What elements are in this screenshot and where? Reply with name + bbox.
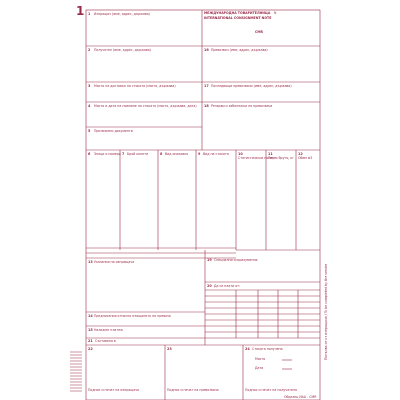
place-label: Място — [255, 357, 266, 361]
box-22-number: 22 — [88, 347, 93, 351]
col-6-label: Знаци и номера — [94, 152, 121, 156]
col-12-number: 12 — [298, 152, 303, 156]
col-9-label: Вид на стоката — [203, 152, 229, 156]
box-16-label: Превозвач (име, адрес, държава) — [211, 48, 268, 52]
box-24-number: 24 — [245, 347, 250, 351]
box-1-label: Изпращач (име, адрес, държава) — [94, 12, 150, 16]
title-bg: МЕЖДУНАРОДНА ТОВАРИТЕЛНИЦА — [204, 11, 271, 15]
box-5-number: 5 — [88, 129, 91, 133]
box-21-number: 21 — [88, 339, 93, 343]
form-code: CMR — [255, 30, 263, 34]
date-label: Дата — [255, 366, 264, 370]
box-21-label: Съставена в — [95, 339, 116, 343]
box-20-number: 20 — [207, 284, 212, 288]
box-3-number: 3 — [88, 84, 91, 88]
sender-signature-label: Подпис и печат на изпращача — [88, 388, 139, 392]
box-24-label: Стоката получена — [252, 347, 283, 351]
col-10-number: 10 — [238, 152, 243, 156]
box-19-number: 19 — [207, 258, 212, 262]
box-19-label: Специални споразумения — [214, 258, 258, 262]
box-16-number: 16 — [204, 48, 209, 52]
col-10-label: Статистически номер — [238, 156, 275, 160]
col-7-label: Брой колети — [127, 152, 149, 156]
col-7-number: 7 — [122, 152, 125, 156]
col-8-number: 8 — [160, 152, 163, 156]
box-1-number: 1 — [88, 12, 91, 16]
box-3-label: Място на доставка на стоката (място, държава) — [94, 84, 176, 88]
box-17-number: 17 — [204, 84, 209, 88]
box-13-number: 13 — [88, 260, 93, 264]
box-20-label: Да се плати от: — [214, 284, 241, 288]
box-18-label: Резерви и забележки на превозвача — [211, 104, 273, 108]
box-14-label: Предписания относно плащането на превоза — [94, 314, 171, 318]
box-15-label: Наложен платеж — [94, 328, 124, 332]
box-2-number: 2 — [88, 48, 91, 52]
box-18-number: 18 — [204, 104, 209, 108]
title-en: INTERNATIONAL CONSIGNMENT NOTE — [204, 16, 272, 20]
number-label: N — [274, 11, 277, 15]
barcode-strip — [70, 352, 82, 391]
form-reference: Образец ИАА - CMR — [284, 395, 317, 399]
box-2-label: Получател (име, адрес, държава) — [94, 48, 151, 52]
col-8-label: Вид опаковка — [165, 152, 189, 156]
consignee-signature-label: Подпис и печат на получателя — [245, 388, 297, 392]
col-6-number: 6 — [88, 152, 91, 156]
col-12-label: Обем м3 — [298, 156, 313, 160]
col-9-number: 9 — [198, 152, 201, 156]
copy-number: 1 — [76, 4, 85, 18]
col-11-number: 11 — [268, 152, 273, 156]
box-15-number: 15 — [88, 328, 93, 332]
payment-table — [205, 290, 320, 338]
box-13-label: Указания на изпращача — [94, 260, 135, 264]
form-frame — [86, 10, 320, 400]
carrier-signature-label: Подпис и печат на превозвача — [167, 388, 219, 392]
box-5-label: Приложени документи — [94, 129, 133, 133]
box-4-number: 4 — [88, 104, 91, 108]
side-note: Попълва се от изпращача / To be completed by the sender — [324, 263, 328, 360]
box-23-number: 23 — [167, 347, 172, 351]
box-14-number: 14 — [88, 314, 93, 318]
col-11-label: Тегло бруто, кг — [268, 156, 294, 160]
box-4-label: Място и дата на поемане на стоката (място, държава, дата) — [94, 104, 197, 108]
box-17-label: Последващи превозвачи (име, адрес, държава) — [211, 84, 292, 88]
